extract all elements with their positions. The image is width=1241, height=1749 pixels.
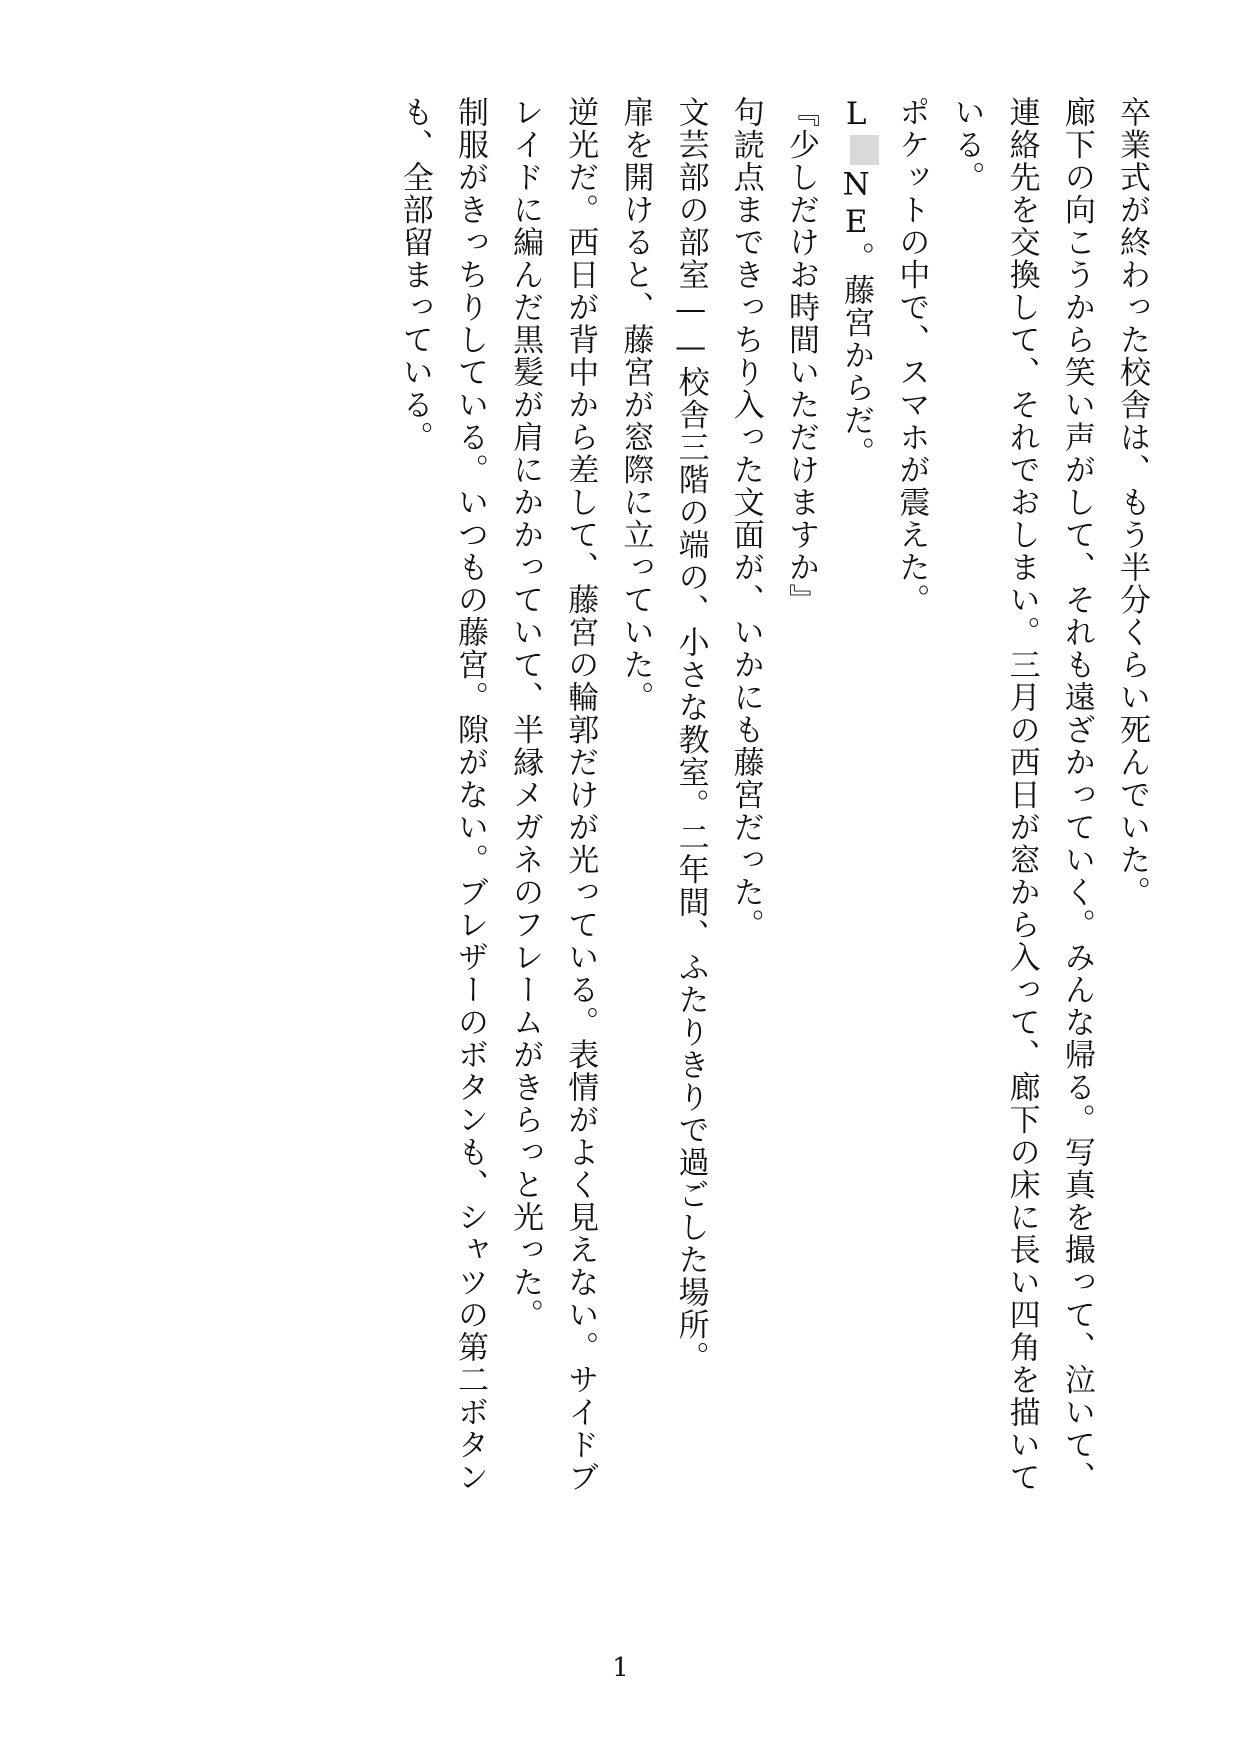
vertical-text-body [149,96,1159,1516]
paragraph-text-before-redaction: L [838,96,875,134]
paragraph-text-after-redaction: NE。藤宮からだ。 [838,166,875,470]
paragraph: 文芸部の部室——校舎三階の端の、小さな教室。二年間、ふたりきりで過ごした場所。 [672,96,709,1374]
paragraph: 句読点まできっちり入った文面が、いかにも藤宮だった。 [727,96,764,941]
paragraph: 逆光だ。西日が背中から差して、藤宮の輪郭だけが光っている。表情がよく見えない。サイドブレイドに編んだ黒髪が肩にかかっていて、半縁メガネのフレームがきらっと光った。 [507,96,599,1494]
paragraph: 扉を開けると、藤宮が窓際に立っていた。 [617,96,654,714]
page-number: 1 [612,1653,629,1683]
paragraph: 廊下の向こうから笑い声がして、それも遠ざかっていく。みんな帰る。写真を撮って、泣いて、連絡先を交換して、それでおしまい。三月の西日が窓から入って、廊下の床に長い四角を描いている。 [948,96,1095,1494]
paragraph-with-redaction [828,96,883,1516]
redaction-block [850,135,879,164]
paragraph: 『少しだけお時間いただけますか』 [782,96,819,616]
paragraph: ポケットの中で、スマホが震えた。 [893,96,930,616]
paragraph: 卒業式が終わった校舎は、もう半分くらい死んでいた。 [1114,96,1150,909]
paragraph: 制服がきっちりしている。いつもの藤宮。隙がない。ブレザーのボタンも、シャツの第二ボタンも、全部留まっている。 [396,96,488,1494]
